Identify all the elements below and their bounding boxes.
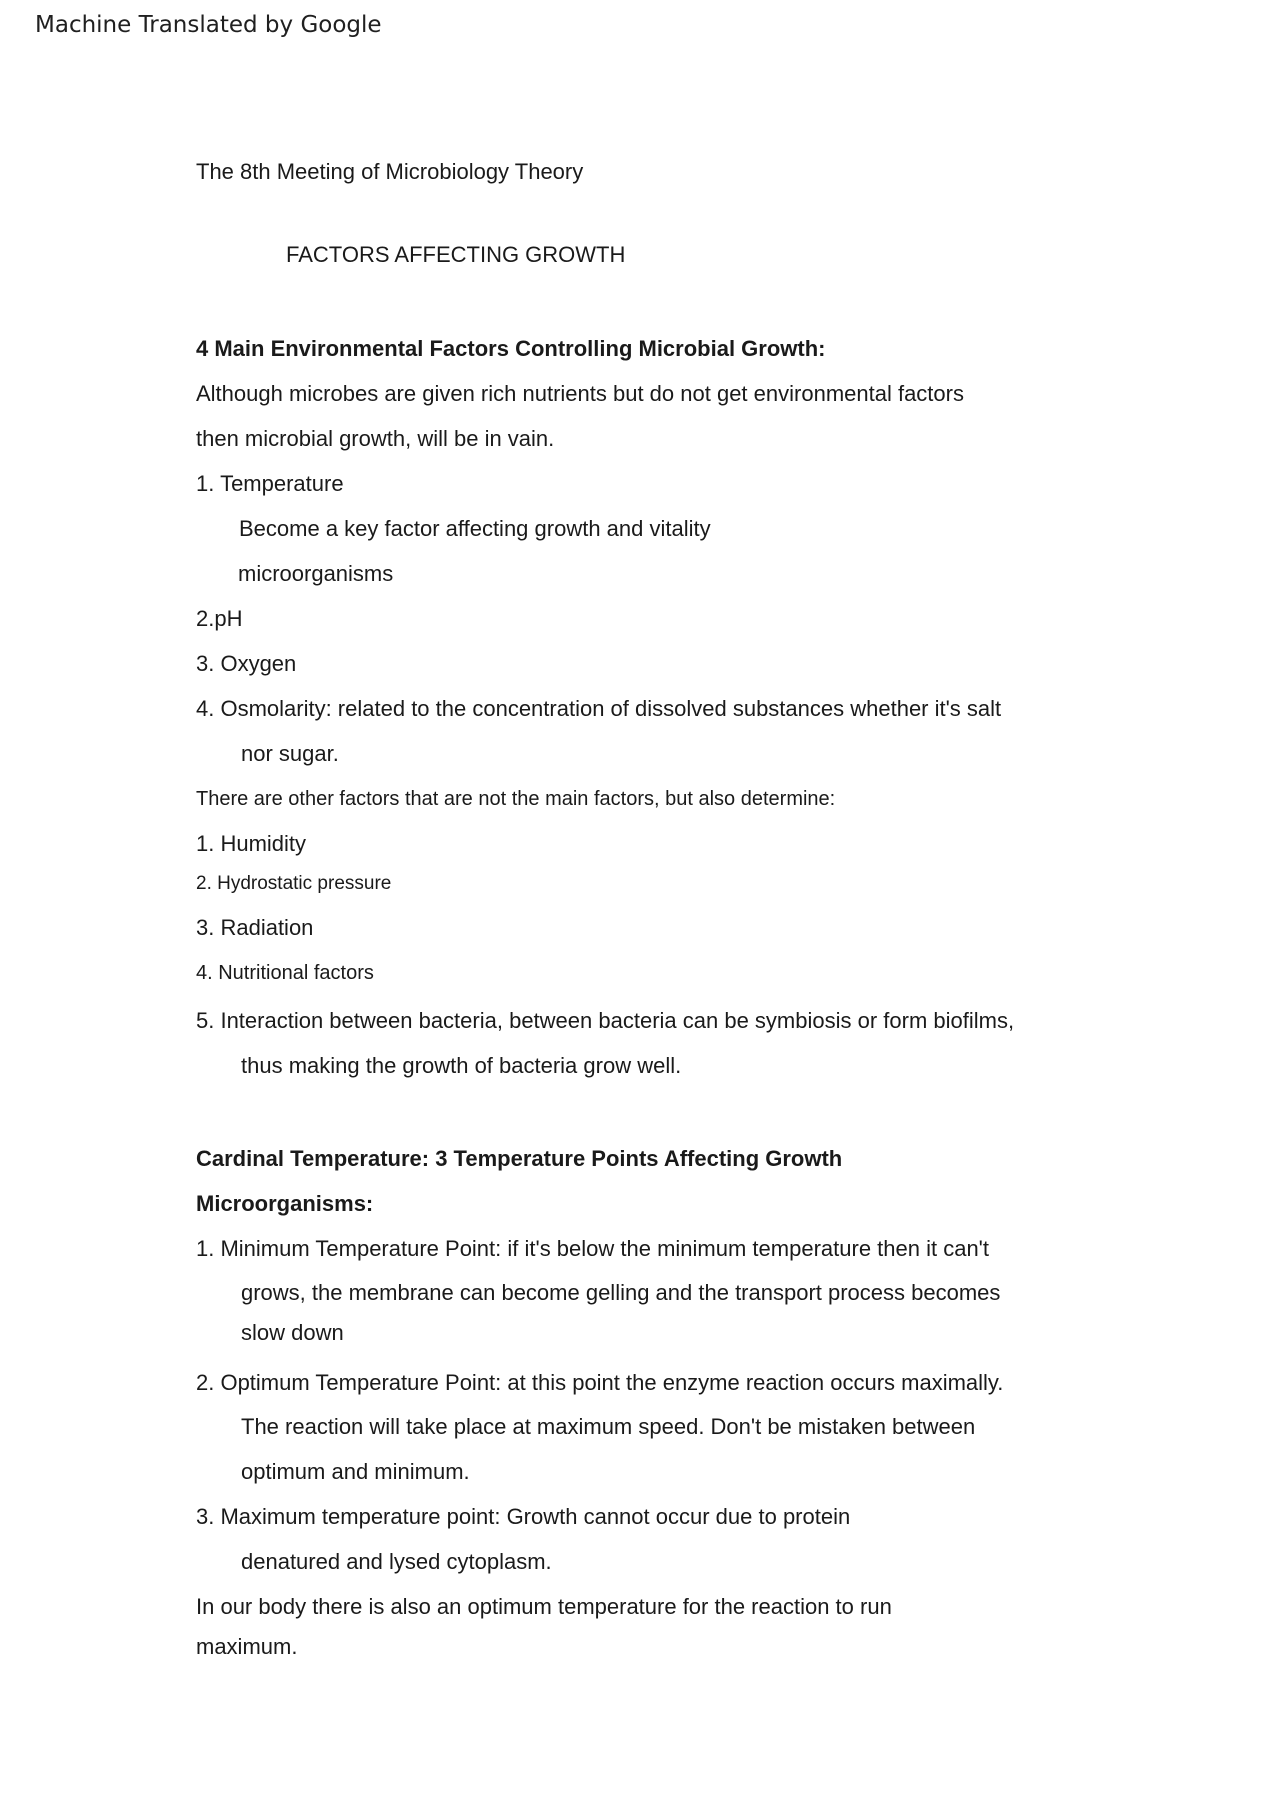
main-factor-temperature-desc: Become a key factor affecting growth and vitality bbox=[239, 516, 711, 541]
section2-title: Cardinal Temperature: 3 Temperature Points Affecting Growth bbox=[196, 1146, 843, 1171]
section1-intro-line1: Although microbes are given rich nutrients but do not get environmental factors bbox=[196, 381, 964, 406]
main-factor-osmolarity-cont: nor sugar. bbox=[241, 741, 339, 766]
main-factor-osmolarity: 4. Osmolarity: related to the concentration of dissolved substances whether it's salt bbox=[196, 696, 1002, 721]
section1-title: 4 Main Environmental Factors Controlling Microbial Growth: bbox=[196, 336, 826, 361]
meeting-title: The 8th Meeting of Microbiology Theory bbox=[196, 159, 584, 184]
cardinal-point-optimum: 2. Optimum Temperature Point: at this point the enzyme reaction occurs maximally. bbox=[196, 1370, 1004, 1395]
section1-intro-line2: then microbial growth, will be in vain. bbox=[196, 426, 555, 451]
other-factor-interaction: 5. Interaction between bacteria, between bacteria can be symbiosis or form biofilms, bbox=[196, 1008, 1015, 1033]
cardinal-point-maximum: 3. Maximum temperature point: Growth cannot occur due to protein bbox=[196, 1504, 851, 1529]
cardinal-point-minimum-cont2: slow down bbox=[241, 1320, 344, 1345]
closing-note-cont: maximum. bbox=[196, 1634, 298, 1659]
document-heading: FACTORS AFFECTING GROWTH bbox=[286, 242, 626, 267]
machine-translation-banner: Machine Translated by Google bbox=[35, 12, 382, 38]
other-factor-radiation: 3. Radiation bbox=[196, 915, 314, 940]
main-factor-temperature: 1. Temperature bbox=[196, 471, 344, 496]
main-factor-ph: 2.pH bbox=[196, 606, 243, 631]
other-factor-interaction-cont: thus making the growth of bacteria grow well. bbox=[241, 1053, 682, 1078]
cardinal-point-optimum-cont1: The reaction will take place at maximum speed. Don't be mistaken between bbox=[241, 1414, 976, 1439]
cardinal-point-maximum-cont: denatured and lysed cytoplasm. bbox=[241, 1549, 552, 1574]
cardinal-point-optimum-cont2: optimum and minimum. bbox=[241, 1459, 470, 1484]
other-factor-hydrostatic-pressure: 2. Hydrostatic pressure bbox=[196, 873, 392, 894]
cardinal-point-minimum: 1. Minimum Temperature Point: if it's below the minimum temperature then it can't bbox=[196, 1236, 989, 1261]
main-factor-temperature-desc-cont: microorganisms bbox=[238, 561, 394, 586]
cardinal-point-minimum-cont1: grows, the membrane can become gelling and the transport process becomes bbox=[241, 1280, 1001, 1305]
other-factor-nutritional: 4. Nutritional factors bbox=[196, 962, 374, 984]
other-factors-intro: There are other factors that are not the main factors, but also determine: bbox=[196, 788, 836, 810]
other-factor-humidity: 1. Humidity bbox=[196, 831, 307, 856]
section2-title-cont: Microorganisms: bbox=[196, 1191, 374, 1216]
main-factor-oxygen: 3. Oxygen bbox=[196, 651, 297, 676]
closing-note: In our body there is also an optimum temperature for the reaction to run bbox=[196, 1594, 892, 1619]
